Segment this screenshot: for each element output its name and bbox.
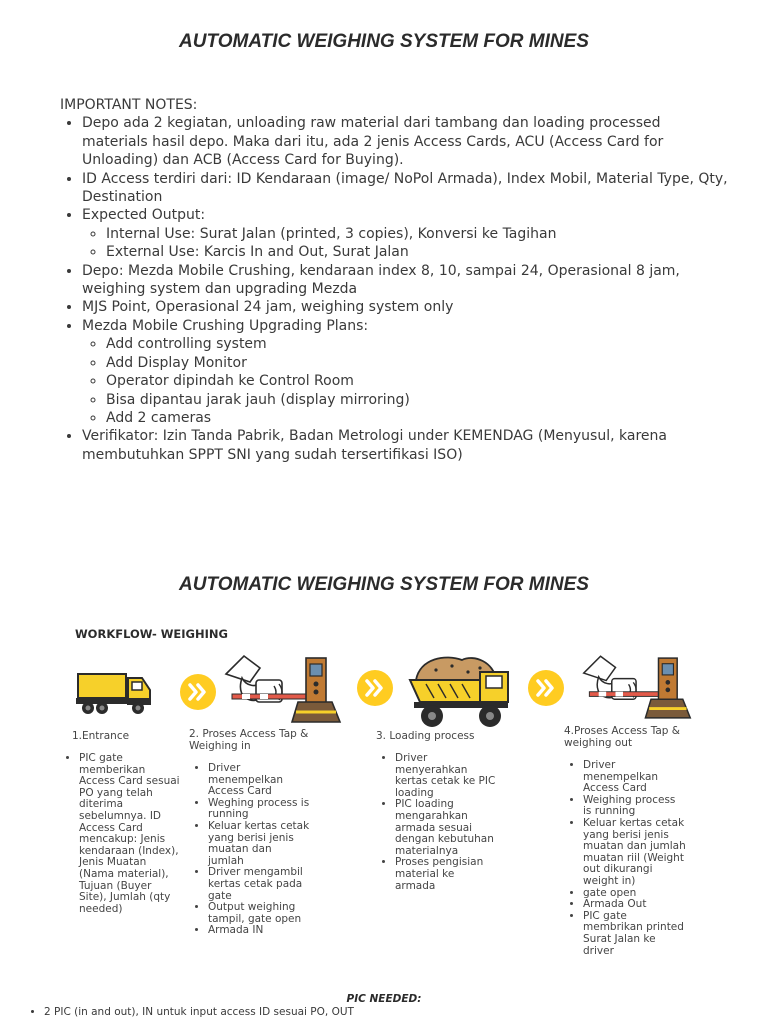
note-item — [82, 317, 730, 427]
step-title-weighing-in: 2. Proses Access Tap & Weighing in — [189, 728, 309, 752]
sub-item: ◦ Operator dipindah ke Control Room — [106, 372, 730, 390]
page-title: AUTOMATIC WEIGHING SYSTEM FOR MINES — [179, 31, 589, 52]
step-weighing-out-details — [567, 760, 687, 957]
chevron-right-icon — [528, 670, 564, 706]
list-item: • Armada IN — [208, 925, 310, 937]
list-item: • Driver menempelkan Access Card — [583, 760, 687, 795]
list-item: • 2 PIC (in and out), IN untuk input access ID sesuai PO, OUT — [44, 1006, 354, 1018]
pic-needed-heading: PIC NEEDED: — [346, 993, 422, 1005]
list-item: • Driver menyerahkan kertas cetak ke PIC loading — [395, 753, 497, 799]
note-item: • Depo ada 2 kegiatan, unloading raw material dari tambang dan loading processed materials hasil depo. Maka dari itu, ada 2 jenis Access Cards, ACU (Access Card for Unloading) dan ACB (Access Card for Buying). — [82, 114, 730, 169]
loaded-truck-icon — [406, 650, 514, 730]
step-loading-details — [379, 753, 497, 892]
list-item: • Keluar kertas cetak yang berisi jenis muatan dan jumlah muatan riil (Weight out dikurangi weight in) — [583, 818, 687, 888]
list-item: • PIC loading mengarahkan armada sesuai dengan kebutuhan materialnya — [395, 799, 497, 857]
sub-item: ◦ Add Display Monitor — [106, 354, 730, 372]
note-item: • Depo: Mezda Mobile Crushing, kendaraan index 8, 10, sampai 24, Operasional 8 jam, weighing system dan upgrading Mezda — [82, 262, 730, 299]
note-item-label: Expected Output: — [82, 207, 206, 224]
list-item: • Output weighing tampil, gate open — [208, 902, 310, 925]
note-item: • ID Access terdiri dari: ID Kendaraan (image/ NoPol Armada), Index Mobil, Material Type, Qty, Destination — [82, 170, 730, 207]
upgrading-sublist — [82, 335, 730, 427]
chevron-right-icon — [357, 670, 393, 706]
step-entrance-details — [63, 753, 181, 915]
note-item: • Verifikator: Izin Tanda Pabrik, Badan Metrologi under KEMENDAG (Menyusul, karena membutuhkan SPPT SNI yang sudah tersertifikasi ISO) — [82, 427, 730, 464]
note-item-label: Mezda Mobile Crushing Upgrading Plans: — [82, 317, 369, 334]
list-item: • Proses pengisian material ke armada — [395, 857, 497, 892]
notes-list — [60, 114, 730, 464]
access-gate-icon — [222, 652, 344, 728]
list-item: • Weighing process is running — [583, 795, 687, 818]
note-item: • MJS Point, Operasional 24 jam, weighing system only — [82, 298, 730, 316]
sub-item: ◦ Add controlling system — [106, 335, 730, 353]
sub-item: ◦ Internal Use: Surat Jalan (printed, 3 copies), Konversi ke Tagihan — [106, 225, 730, 243]
important-notes — [60, 96, 730, 464]
workflow-label: WORKFLOW- WEIGHING — [75, 627, 228, 641]
step-title-entrance: 1.Entrance — [72, 730, 130, 742]
section-title: AUTOMATIC WEIGHING SYSTEM FOR MINES — [179, 574, 589, 595]
chevron-right-icon — [180, 674, 216, 710]
step-weighing-in-details — [192, 763, 310, 937]
note-item — [82, 206, 730, 261]
list-item: • PIC gate memberikan Access Card sesuai PO yang telah diterima sebelumnya. ID Access Card mencakup: Jenis kendaraan (Index), Jenis Muatan (Nama material), Tujuan (Buyer Site), Jumlah (qty needed) — [79, 753, 181, 915]
list-item: • Weghing process is running — [208, 798, 310, 821]
list-item: • gate open — [583, 888, 687, 900]
list-item: • PIC gate membrikan printed Surat Jalan ke driver — [583, 911, 687, 957]
sub-item: ◦ External Use: Karcis In and Out, Surat Jalan — [106, 243, 730, 261]
list-item: • Keluar kertas cetak yang berisi jenis muatan dan jumlah — [208, 821, 310, 867]
step-title-weighing-out: 4.Proses Access Tap & weighing out — [564, 725, 680, 749]
list-item: • Driver menempelkan Access Card — [208, 763, 310, 798]
step-title-loading: 3. Loading process — [376, 730, 475, 742]
sub-item: ◦ Add 2 cameras — [106, 409, 730, 427]
access-gate-icon — [580, 650, 694, 726]
list-item: • Driver mengambil kertas cetak pada gate — [208, 867, 310, 902]
expected-output-sublist — [82, 225, 730, 262]
sub-item: ◦ Bisa dipantau jarak jauh (display mirroring) — [106, 391, 730, 409]
list-item: • Armada Out — [583, 899, 687, 911]
notes-heading: IMPORTANT NOTES: — [60, 97, 198, 113]
pic-needed-list — [30, 1006, 354, 1018]
dump-truck-icon — [72, 668, 152, 718]
